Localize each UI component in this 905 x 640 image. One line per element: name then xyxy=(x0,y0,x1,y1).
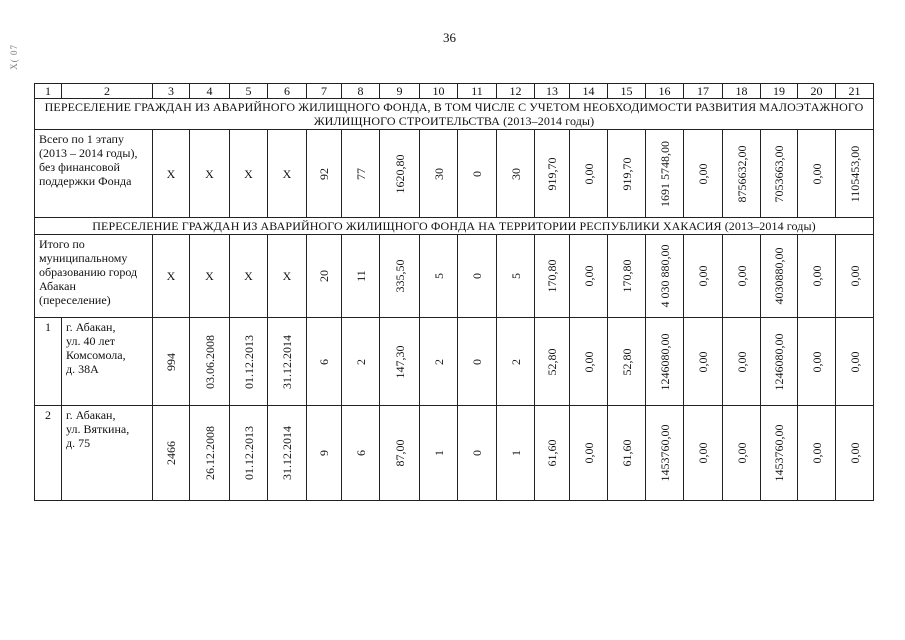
cell-col9: 87,00 xyxy=(392,439,407,467)
cell-col13: 170,80 xyxy=(545,259,559,293)
cell-col6: 31.12.2014 xyxy=(280,426,294,480)
cell-col11: 0 xyxy=(470,450,484,456)
cell-col11: 0 xyxy=(470,358,484,365)
cell-col15: 52,80 xyxy=(619,348,634,375)
cell-col3: 2466 xyxy=(164,441,178,465)
section-heading-row xyxy=(35,218,874,235)
cell-col17: 0,00 xyxy=(696,265,710,287)
column-number: 11 xyxy=(458,84,497,99)
cell-col9: 147,30 xyxy=(392,345,407,378)
cell-col17: 0,00 xyxy=(696,351,710,372)
cell-col10: 1 xyxy=(431,450,446,456)
cell-col18: 8756632,00 xyxy=(734,145,749,202)
column-number: 21 xyxy=(836,84,874,99)
cell-col5: 01.12.2013 xyxy=(241,334,256,389)
cell-col9: 1620,80 xyxy=(392,154,407,193)
row-address: г. Абакан, ул. Вяткина, д. 75 xyxy=(62,406,153,501)
column-number: 5 xyxy=(230,84,268,99)
cell-col4: 26.12.2008 xyxy=(202,426,217,480)
cell-col21: 1105453,00 xyxy=(847,145,862,202)
cell-col8: 6 xyxy=(353,450,368,456)
column-number: 8 xyxy=(342,84,380,99)
cell-col11: 0 xyxy=(470,170,484,177)
cell-col14: 0,00 xyxy=(581,265,596,287)
cell-col17: 0,00 xyxy=(696,163,710,184)
cell-col14: 0,00 xyxy=(581,163,596,184)
cell-col6: 31.12.2014 xyxy=(280,334,294,389)
cell-col13: 61,60 xyxy=(545,439,559,467)
table-row xyxy=(35,318,874,406)
table-row xyxy=(35,406,874,501)
cell-col15: 61,60 xyxy=(619,439,634,467)
cell-col10: 2 xyxy=(431,358,446,365)
cell-col21: 0,00 xyxy=(847,265,862,287)
cell-col14: 0,00 xyxy=(581,351,596,372)
row-number: 1 xyxy=(35,318,62,406)
column-number: 6 xyxy=(268,84,307,99)
cell-col3: X xyxy=(153,235,190,318)
cell-col9: 335,50 xyxy=(392,259,407,293)
section2-title: ПЕРЕСЕЛЕНИЕ ГРАЖДАН ИЗ АВАРИЙНОГО ЖИЛИЩНОГО ФОНДА НА ТЕРРИТОРИИ РЕСПУБЛИКИ ХАКАСИЯ (2013–2014 годы) xyxy=(35,218,874,235)
section1-title: ПЕРЕСЕЛЕНИЕ ГРАЖДАН ИЗ АВАРИЙНОГО ЖИЛИЩНОГО ФОНДА, В ТОМ ЧИСЛЕ С УЧЕТОМ НЕОБХОДИМОСТИ РАЗВИТИЯ МАЛОЭТАЖНОГО ЖИЛИЩНОГО СТРОИТЕЛЬСТВА (2013–2014 годы) xyxy=(35,99,874,130)
column-number: 20 xyxy=(798,84,836,99)
data-table xyxy=(34,83,874,501)
row-address: г. Абакан, ул. 40 лет Комсомола, д. 38А xyxy=(62,318,153,406)
cell-col20: 0,00 xyxy=(809,163,824,184)
cell-col12: 30 xyxy=(508,167,523,180)
column-number: 2 xyxy=(62,84,153,99)
cell-col20: 0,00 xyxy=(809,265,824,287)
column-number: 15 xyxy=(608,84,646,99)
cell-col7: 20 xyxy=(317,270,331,282)
cell-col11: 0 xyxy=(470,273,484,279)
column-number-row xyxy=(35,84,874,99)
cell-col19: 4030880,00 xyxy=(772,247,786,305)
cell-col6: X xyxy=(268,130,307,218)
column-number: 19 xyxy=(761,84,798,99)
cell-col18: 0,00 xyxy=(734,442,749,464)
column-number: 17 xyxy=(684,84,723,99)
column-number: 12 xyxy=(497,84,535,99)
cell-col4: 03.06.2008 xyxy=(202,334,217,389)
cell-col3: 994 xyxy=(164,352,178,371)
total-stage1-row xyxy=(35,130,874,218)
cell-col13: 52,80 xyxy=(545,348,559,375)
cell-col18: 0,00 xyxy=(734,265,749,287)
cell-col5: X xyxy=(230,130,268,218)
column-number: 13 xyxy=(535,84,570,99)
column-number: 1 xyxy=(35,84,62,99)
cell-col7: 6 xyxy=(317,358,331,365)
cell-col8: 2 xyxy=(353,358,368,365)
cell-col4: X xyxy=(190,235,230,318)
row-number: 2 xyxy=(35,406,62,501)
cell-col16: 1246080,00 xyxy=(657,333,672,390)
cell-col19: 1246080,00 xyxy=(772,333,786,390)
cell-col3: X xyxy=(153,130,190,218)
cell-col15: 919,70 xyxy=(619,157,634,190)
cell-col7: 9 xyxy=(317,450,331,456)
column-number: 4 xyxy=(190,84,230,99)
cell-col12: 2 xyxy=(508,358,523,365)
cell-col12: 1 xyxy=(508,450,523,456)
cell-col13: 919,70 xyxy=(545,157,559,190)
column-number: 18 xyxy=(723,84,761,99)
column-number: 10 xyxy=(420,84,458,99)
cell-col10: 5 xyxy=(431,273,446,279)
column-number: 3 xyxy=(153,84,190,99)
column-number: 14 xyxy=(570,84,608,99)
column-number: 16 xyxy=(646,84,684,99)
page-number: 36 xyxy=(443,30,456,45)
cell-col10: 30 xyxy=(431,167,446,180)
cell-col12: 5 xyxy=(508,273,523,279)
cell-col21: 0,00 xyxy=(847,351,862,372)
cell-col17: 0,00 xyxy=(696,442,710,464)
cell-col6: X xyxy=(268,235,307,318)
cell-col7: 92 xyxy=(317,167,331,180)
cell-col15: 170,80 xyxy=(619,259,634,293)
column-number: 9 xyxy=(380,84,420,99)
margin-mark: X( 07 xyxy=(9,44,19,70)
cell-col19: 1453760,00 xyxy=(772,424,786,482)
cell-col20: 0,00 xyxy=(809,351,824,372)
cell-col5: 01.12.2013 xyxy=(241,426,256,480)
section-heading-row xyxy=(35,99,874,130)
cell-col21: 0,00 xyxy=(847,442,862,464)
total-abakan-row xyxy=(35,235,874,318)
cell-col16: 1453760,00 xyxy=(657,424,672,482)
cell-col16: 4 030 880,00 xyxy=(657,244,672,308)
cell-col16: 1691 5748,00 xyxy=(657,140,672,207)
cell-col18: 0,00 xyxy=(734,351,749,372)
cell-col5: X xyxy=(230,235,268,318)
cell-col19: 7053663,00 xyxy=(772,145,786,202)
cell-col8: 77 xyxy=(353,167,368,180)
cell-col4: X xyxy=(190,130,230,218)
column-number: 7 xyxy=(307,84,342,99)
cell-col8: 11 xyxy=(353,270,368,282)
row-label: Всего по 1 этапу (2013 – 2014 годы), без финансовой поддержки Фонда xyxy=(35,130,153,218)
cell-col14: 0,00 xyxy=(581,442,596,464)
row-label: Итого по муниципальному образованию город Абакан (переселение) xyxy=(35,235,153,318)
cell-col20: 0,00 xyxy=(809,442,824,464)
